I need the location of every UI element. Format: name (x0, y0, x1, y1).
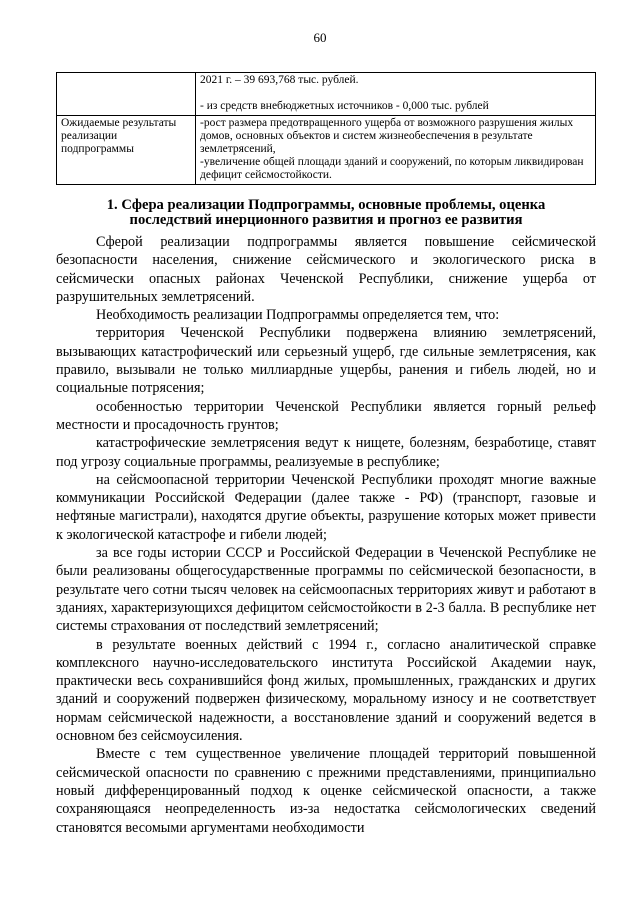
table-row (57, 73, 596, 116)
paragraph: на сейсмоопасной территории Чеченской Республики проходят многие важные коммуникации Российской Федерации (далее также - РФ) (транспорт, газовые и нефтяные магистрали), находятся другие объекты, разрушение которых может привести к экологической катастрофе и гибели людей; (56, 471, 596, 543)
subprogram-info-table (56, 72, 596, 185)
paragraph: катастрофические землетрясения ведут к нищете, болезням, безработице, ставят под угрозу социальные программы, реализуемые в республике; (56, 435, 596, 470)
expected-result-item: -рост размера предотвращенного ущерба от возможного разрушения жилых домов, основных объектов и систем жизнеобеспечения в результате землетрясений, (200, 117, 574, 155)
table-cell-label: Ожидаемые результаты реализации подпрограммы (57, 116, 196, 185)
table-cell-value (196, 116, 596, 185)
section-heading-line: 1. Сфера реализации Подпрограммы, основные проблемы, оценка (106, 197, 546, 213)
section-body (56, 233, 596, 837)
paragraph: особенностью территории Чеченской Республики является горный рельеф местности и просадочность грунтов; (56, 398, 596, 433)
section-heading-line: последствий инерционного развития и прогноз ее развития (129, 212, 523, 228)
table-cell-label (57, 73, 196, 116)
section-heading (56, 198, 596, 228)
paragraph: территория Чеченской Республики подвержена влиянию землетрясений, вызывающих катастрофический или серьезный ущерб, где сильные землетрясения, как правило, вызывали не только миллиардные ущербы, ранения и гибель людей, но и социальные потрясения; (56, 325, 596, 397)
paragraph: в результате военных действий с 1994 г., согласно аналитической справке комплексного научно-исследовательского института Российской Академии наук, практически весь сохранившийся фонд жилых, промышленных, гражданских и других зданий и сооружений подвержен физическому, моральному износу и не соответствует нормам сейсмической надежности, а восстановление зданий и сооружений ведется в основном без сейсмоусиления. (56, 636, 596, 745)
paragraph: Сферой реализации подпрограммы является повышение сейсмической безопасности населения, снижение сейсмического и экологического риска в сейсмически опасных районах Чеченской Республики, снижение ущерба от разрушительных землетрясений. (56, 234, 596, 305)
expected-result-item: -увеличение общей площади зданий и сооружений, по которым ликвидирован дефицит сейсмостойкости. (200, 156, 584, 181)
extrabudgetary-funding-line: - из средств внебюджетных источников - 0,000 тыс. рублей (200, 100, 489, 112)
table-row (57, 116, 596, 185)
table-cell-value (196, 73, 596, 116)
funding-2021-line: 2021 г. – 39 693,768 тыс. рублей. (200, 74, 359, 86)
page-number: 60 (313, 30, 327, 45)
paragraph: Необходимость реализации Подпрограммы определяется тем, что: (96, 307, 500, 324)
paragraph: Вместе с тем существенное увеличение площадей территорий повышенной сейсмической опасности по сравнению с прежними представлениями, принципиально новый дифференцированный подход к оценке сейсмической опасности, а также сохраняющаяся неопределенность из-за недостатка сейсмологических сведений становятся весомыми аргументами необходимости (56, 746, 596, 836)
paragraph: за все годы истории СССР и Российской Федерации в Чеченской Республике не были реализованы общегосударственные программы по сейсмической безопасности, в результате чего сотни тысяч человек на сейсмоопасных территориях живут и работают в зданиях, характеризующихся дефицитом сейсмостойкости в 2-3 балла. В республике нет системы страхования от последствий землетрясений; (56, 545, 596, 635)
